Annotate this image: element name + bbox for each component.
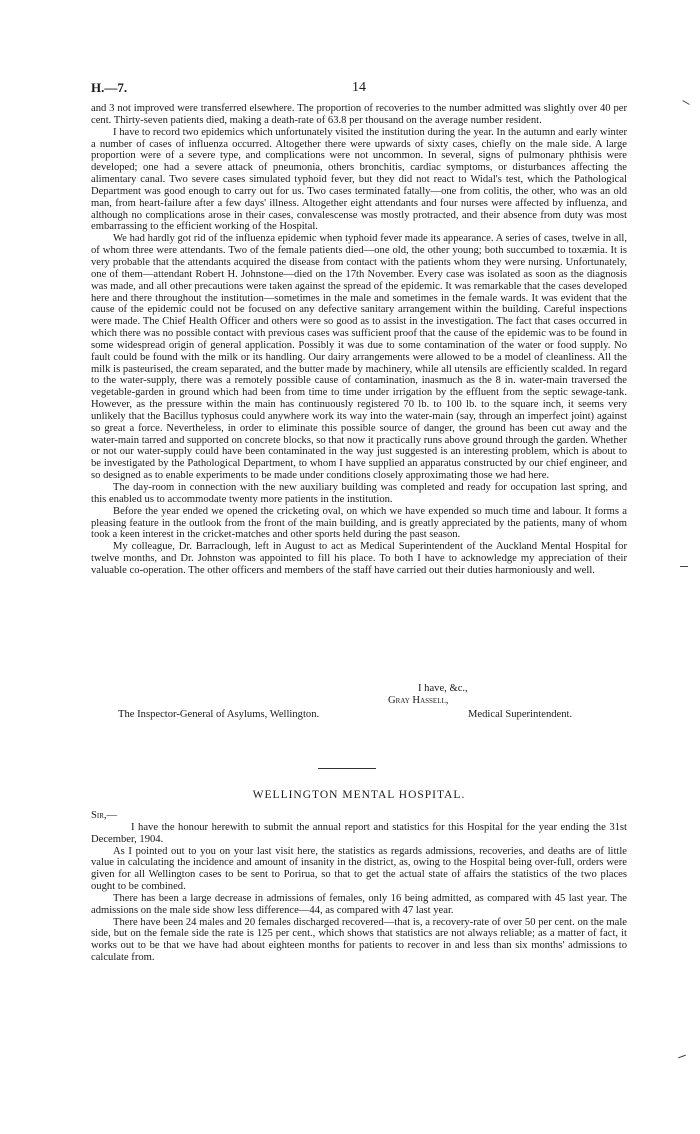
paragraph: My colleague, Dr. Barraclough, left in August to act as Medical Superintendent of the Auckland Mental Hospital for twelve months, and Dr. Johnston was appointed to fill his place. To both I have to acknowledge my appreciation of their valuable co-operation. The other officers and members of the staff have carried out their duties harmoniously and well. — [91, 541, 627, 576]
signature-name: Gray Hassell, — [388, 695, 449, 706]
paragraph: I have to record two epidemics which unfortunately visited the institution during the year. In the autumn and early winter a number of cases of influenza occurred. Altogether there were upwards of sixty cases, chiefly on the male side. A large proportion were of a severe type, and complications were not uncommon. In several, signs of pulmonary phthisis were developed; one had a severe attack of pneumonia, others bronchitis, cardiac symptoms, or disturbances affecting the alimentary canal. Two severe cases simulated typhoid fever, but they did not react to Widal's test, which the Pathological Department was good enough to carry out for us. Two cases terminated fatally—one from colitis, the other, who was an old man, from heart-failure after a few days' illness. Altogether eight attendants and four nurses were affected by influenza, and although no complications arose in their cases, convalescense was mostly protracted, and their absence from duty was most embarrassing to the efficient working of the Hospital. — [91, 126, 627, 233]
paragraph: We had hardly got rid of the influenza epidemic when typhoid fever made its appearance. A series of cases, twelve in all, of whom three were attendants. Two of the female patients died—one old, the other young; both succumbed to toxæmia. It is very probable that the attendants acquired the disease from contact with the patients whom they were nursing. Unfortunately, one of them—attendant Robert H. Johnstone—died on the 17th November. Every case was isolated as soon as the diagnosis was made, and all other precautions were taken against the spread of the epidemic. It was remarkable that the cases developed here and there throughout the institution—sometimes in the male and sometimes in the female wards. It was evident that the cause of the epidemic could not be focused on any defective sanitary arrangement within the building. Careful inspections were made. The Chief Health Officer and others were so good as to assist in the investigation. The fact that cases occurred in which there was no possible contact with previous cases was sufficient proof that the cause of the epidemic was to be found in some widespread origin of general application. Possibly it was due to some contamination of the water or food supply. No fault could be found with the milk or its handling. Our dairy arrangements were allowed to be a model of cleanliness. All the milk is pasteurised, the cream separated, and the butter made by machinery, while all utensils are efficiently scalded. In regard to the water-supply, there was a remotely possible cause of contamination, inasmuch as the 8 in. water-main traversed the vegetable-garden in ground which had been from time to time under irrigation by the effluent from the septic sewage-tank. However, as the pressure within the main has continuously registered 70 lb. to 100 lb. to the square inch, it seems very unlikely that the Bacillus typhosus could anywhere work its way into the water-main (say, through an imperfect joint) against so great a force. Nevertheless, in order to eliminate this possible source of danger, the ground has been cut away and the water-main tarred and supported on concrete blocks, so that now it practically runs above ground through the garden. Whether or not our water-supply could have been contaminated in the way just suggested is an interesting problem, which is about to be investigated by the Pathological Department, to whom I have supplied an apparatus constructed by our chief engineer, and so designed as to enable experiments to be made under conditions closely approximating those we had here. — [91, 233, 627, 482]
closing-line: I have, &c., — [418, 683, 468, 694]
margin-mark — [682, 100, 689, 105]
salutation: Sir,— — [91, 810, 118, 821]
margin-mark — [680, 566, 688, 567]
page-header — [91, 80, 627, 100]
paragraph: and 3 not improved were transferred elsewhere. The proportion of recoveries to the number admitted was slightly over 40 per cent. Thirty-seven patients died, making a death-rate of 63.8 per thousand on the average number resident. — [91, 103, 627, 126]
report-reference: H.—7. — [91, 80, 128, 95]
report-body — [91, 103, 627, 577]
paragraph: Before the year ended we opened the cricketing oval, on which we have expended so much time and labour. It forms a pleasing feature in the outlook from the front of the main building, and is greatly appreciated by the patients, many of whom took a keen interest in the cricket-matches and other sports held during the past season. — [91, 505, 627, 541]
signatory-title: Medical Superintendent. — [468, 709, 573, 720]
paragraph: I have the honour herewith to submit the annual report and statistics for this Hospital for the year ending the 31st December, 1904. — [91, 821, 627, 845]
paragraph: As I pointed out to you on your last visit here, the statistics as regards admissions, recoveries, and deaths are of little value in calculating the incidence and amount of insanity in the district, as, owing to the Hospital being over-full, orders were given for all Wellington cases to be sent to Porirua, so that to get the actual state of affairs the statistics of the two places ought to be combined. — [91, 845, 627, 893]
report2-body — [91, 810, 627, 964]
section-heading: WELLINGTON MENTAL HOSPITAL. — [252, 789, 466, 801]
page-number: 14 — [352, 80, 366, 95]
paragraph: There has been a large decrease in admissions of females, only 16 being admitted, as compared with 45 last year. The admissions on the male side show less difference—44, as compared with 47 last year. — [91, 892, 627, 916]
section-divider — [318, 768, 376, 769]
paragraph: There have been 24 males and 20 females discharged recovered—that is, a recovery-rate of over 50 per cent. on the male side, but on the female side the rate is 125 per cent., which shows that statistics are not always reliable; as a matter of fact, it works out to be that we have had about eighteen months for patients to recover in and less than six months' admissions to calculate from. — [91, 916, 627, 964]
paragraph: The day-room in connection with the new auxiliary building was completed and ready for occupation last spring, and this enabled us to accommodate twenty more patients in the institution. — [91, 482, 627, 505]
addressee: The Inspector-General of Asylums, Wellington. — [118, 709, 320, 720]
margin-mark — [678, 1055, 686, 1059]
